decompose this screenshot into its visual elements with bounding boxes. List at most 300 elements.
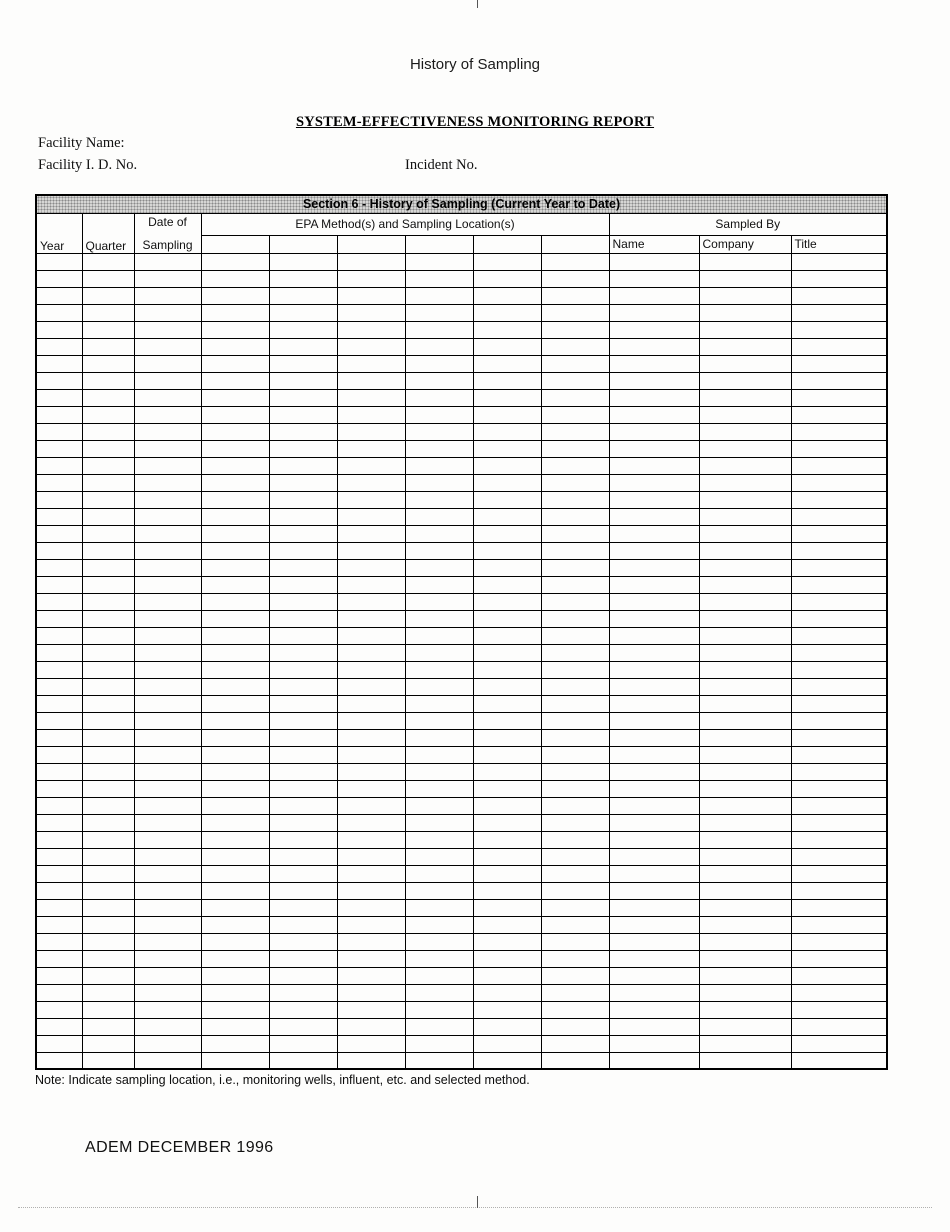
epa-subcolumn — [541, 236, 609, 253]
table-cell — [699, 321, 791, 338]
table-cell — [699, 712, 791, 729]
table-cell — [541, 627, 609, 644]
table-cell — [699, 1052, 791, 1069]
col-header-name: Name — [609, 236, 699, 253]
table-cell — [699, 661, 791, 678]
table-cell — [473, 899, 541, 916]
table-cell — [541, 389, 609, 406]
table-cell — [541, 678, 609, 695]
col-group-sampled-by: Sampled By — [609, 213, 887, 236]
table-cell — [609, 287, 699, 304]
table-cell — [201, 967, 269, 984]
table-cell — [609, 1035, 699, 1052]
table-cell — [609, 848, 699, 865]
col-header-quarter: Quarter — [82, 213, 134, 253]
table-cell — [201, 610, 269, 627]
col-header-year: Year — [36, 213, 82, 253]
table-cell — [134, 627, 201, 644]
table-cell — [699, 440, 791, 457]
table-cell — [269, 389, 337, 406]
table-cell — [269, 304, 337, 321]
table-cell — [269, 678, 337, 695]
table-cell — [699, 304, 791, 321]
table-cell — [699, 1001, 791, 1018]
table-cell — [337, 1018, 405, 1035]
table-cell — [699, 899, 791, 916]
table-cell — [405, 440, 473, 457]
epa-subcolumn — [405, 236, 473, 253]
table-cell — [699, 287, 791, 304]
table-cell — [82, 253, 134, 270]
table-cell — [82, 763, 134, 780]
table-cell — [269, 559, 337, 576]
table-cell — [82, 729, 134, 746]
table-cell — [337, 287, 405, 304]
table-cell — [134, 865, 201, 882]
table-cell — [473, 661, 541, 678]
table-cell — [609, 406, 699, 423]
table-cell — [337, 338, 405, 355]
table-cell — [405, 508, 473, 525]
table-cell — [699, 576, 791, 593]
table-cell — [337, 610, 405, 627]
table-cell — [541, 984, 609, 1001]
table-cell — [82, 304, 134, 321]
table-cell — [473, 644, 541, 661]
scan-artifact-dotted-line — [18, 1207, 932, 1208]
table-cell — [609, 933, 699, 950]
table-cell — [134, 848, 201, 865]
table-row — [36, 814, 887, 831]
table-cell — [337, 644, 405, 661]
table-cell — [134, 797, 201, 814]
table-cell — [541, 355, 609, 372]
table-row — [36, 338, 887, 355]
table-cell — [36, 950, 82, 967]
table-cell — [337, 389, 405, 406]
table-cell — [201, 780, 269, 797]
table-cell — [699, 1035, 791, 1052]
table-cell — [201, 729, 269, 746]
table-row — [36, 559, 887, 576]
table-row — [36, 899, 887, 916]
table-cell — [269, 372, 337, 389]
table-cell — [473, 491, 541, 508]
table-cell — [405, 865, 473, 882]
table-cell — [36, 389, 82, 406]
table-cell — [82, 1052, 134, 1069]
table-cell — [541, 1035, 609, 1052]
table-cell — [337, 321, 405, 338]
table-cell — [541, 899, 609, 916]
table-cell — [337, 542, 405, 559]
table-note: Note: Indicate sampling location, i.e., monitoring wells, influent, etc. and selected method. — [35, 1073, 530, 1087]
table-cell — [791, 1018, 887, 1035]
table-cell — [699, 831, 791, 848]
table-cell — [609, 780, 699, 797]
table-cell — [134, 882, 201, 899]
table-cell — [269, 848, 337, 865]
table-cell — [791, 321, 887, 338]
table-row — [36, 355, 887, 372]
table-cell — [134, 321, 201, 338]
table-cell — [134, 559, 201, 576]
table-row — [36, 372, 887, 389]
table-cell — [36, 746, 82, 763]
table-cell — [791, 933, 887, 950]
table-row — [36, 848, 887, 865]
table-cell — [269, 644, 337, 661]
table-cell — [473, 270, 541, 287]
table-cell — [201, 372, 269, 389]
table-cell — [473, 287, 541, 304]
table-cell — [201, 797, 269, 814]
table-cell — [541, 848, 609, 865]
table-cell — [405, 389, 473, 406]
table-cell — [541, 814, 609, 831]
table-row — [36, 933, 887, 950]
table-cell — [473, 797, 541, 814]
table-cell — [791, 593, 887, 610]
table-cell — [337, 967, 405, 984]
table-cell — [473, 508, 541, 525]
table-cell — [134, 253, 201, 270]
table-cell — [201, 1018, 269, 1035]
table-cell — [541, 933, 609, 950]
date-of-sampling-stack — [138, 214, 198, 253]
table-cell — [337, 661, 405, 678]
table-cell — [405, 525, 473, 542]
table-cell — [337, 712, 405, 729]
table-cell — [269, 797, 337, 814]
table-row — [36, 916, 887, 933]
table-cell — [791, 474, 887, 491]
table-cell — [269, 814, 337, 831]
table-cell — [791, 746, 887, 763]
table-row — [36, 1001, 887, 1018]
table-cell — [609, 542, 699, 559]
table-cell — [791, 627, 887, 644]
table-cell — [134, 474, 201, 491]
table-cell — [699, 542, 791, 559]
table-body — [36, 253, 887, 1069]
table-cell — [791, 797, 887, 814]
table-cell — [405, 491, 473, 508]
table-row — [36, 508, 887, 525]
table-cell — [269, 729, 337, 746]
table-cell — [269, 440, 337, 457]
table-cell — [609, 423, 699, 440]
table-cell — [82, 644, 134, 661]
table-cell — [541, 525, 609, 542]
table-cell — [269, 627, 337, 644]
table-cell — [269, 593, 337, 610]
table-cell — [82, 984, 134, 1001]
table-cell — [82, 525, 134, 542]
table-cell — [337, 440, 405, 457]
table-cell — [405, 355, 473, 372]
table-cell — [541, 474, 609, 491]
table-cell — [699, 933, 791, 950]
scan-artifact-top-tick — [477, 0, 478, 8]
table-cell — [134, 695, 201, 712]
table-cell — [337, 780, 405, 797]
table-cell — [791, 695, 887, 712]
table-cell — [405, 695, 473, 712]
table-cell — [699, 695, 791, 712]
table-cell — [82, 814, 134, 831]
table-cell — [134, 287, 201, 304]
table-cell — [473, 916, 541, 933]
table-cell — [201, 899, 269, 916]
table-cell — [201, 593, 269, 610]
table-cell — [699, 865, 791, 882]
table-cell — [201, 389, 269, 406]
table-cell — [134, 406, 201, 423]
table-cell — [609, 678, 699, 695]
table-cell — [134, 746, 201, 763]
table-cell — [82, 491, 134, 508]
table-row — [36, 389, 887, 406]
table-cell — [609, 559, 699, 576]
table-row — [36, 763, 887, 780]
page-title: History of Sampling — [409, 56, 541, 73]
table-cell — [82, 1001, 134, 1018]
table-cell — [609, 457, 699, 474]
table-cell — [791, 406, 887, 423]
table-cell — [699, 525, 791, 542]
table-cell — [269, 746, 337, 763]
table-cell — [541, 797, 609, 814]
table-cell — [269, 661, 337, 678]
table-cell — [473, 610, 541, 627]
table-cell — [541, 559, 609, 576]
table-cell — [36, 372, 82, 389]
table-cell — [791, 525, 887, 542]
table-cell — [134, 508, 201, 525]
table-cell — [337, 763, 405, 780]
table-cell — [473, 712, 541, 729]
scan-artifact-bottom-tick — [477, 1196, 478, 1208]
table-cell — [36, 831, 82, 848]
table-cell — [269, 882, 337, 899]
table-row — [36, 661, 887, 678]
table-row — [36, 1052, 887, 1069]
table-cell — [337, 525, 405, 542]
table-cell — [337, 678, 405, 695]
table-cell — [699, 644, 791, 661]
table-cell — [791, 814, 887, 831]
table-cell — [134, 355, 201, 372]
table-cell — [134, 423, 201, 440]
table-cell — [609, 967, 699, 984]
table-row — [36, 253, 887, 270]
table-cell — [541, 270, 609, 287]
table-cell — [82, 661, 134, 678]
table-cell — [473, 831, 541, 848]
table-cell — [473, 355, 541, 372]
table-cell — [699, 984, 791, 1001]
table-cell — [473, 406, 541, 423]
table-cell — [609, 253, 699, 270]
table-cell — [791, 831, 887, 848]
table-cell — [405, 661, 473, 678]
table-cell — [201, 746, 269, 763]
table-cell — [269, 338, 337, 355]
table-cell — [791, 270, 887, 287]
table-cell — [541, 661, 609, 678]
table-cell — [473, 423, 541, 440]
table-cell — [36, 780, 82, 797]
table-cell — [791, 678, 887, 695]
table-cell — [609, 610, 699, 627]
table-cell — [699, 406, 791, 423]
table-cell — [541, 423, 609, 440]
table-cell — [405, 457, 473, 474]
table-cell — [134, 644, 201, 661]
table-cell — [82, 1035, 134, 1052]
table-cell — [541, 865, 609, 882]
table-cell — [36, 270, 82, 287]
table-cell — [36, 933, 82, 950]
table-cell — [269, 865, 337, 882]
table-cell — [609, 984, 699, 1001]
table-cell — [201, 627, 269, 644]
table-cell — [405, 610, 473, 627]
table-cell — [791, 763, 887, 780]
table-cell — [699, 474, 791, 491]
table-cell — [82, 916, 134, 933]
table-cell — [473, 933, 541, 950]
table-cell — [337, 1035, 405, 1052]
table-cell — [473, 1052, 541, 1069]
table-cell — [609, 304, 699, 321]
table-cell — [791, 355, 887, 372]
table-cell — [201, 270, 269, 287]
table-cell — [201, 287, 269, 304]
table-cell — [337, 695, 405, 712]
table-cell — [699, 746, 791, 763]
table-cell — [541, 304, 609, 321]
table-cell — [134, 831, 201, 848]
table-cell — [201, 950, 269, 967]
table-cell — [36, 661, 82, 678]
table-cell — [201, 406, 269, 423]
table-cell — [699, 389, 791, 406]
table-cell — [36, 406, 82, 423]
table-cell — [201, 661, 269, 678]
table-cell — [473, 1001, 541, 1018]
table-cell — [473, 984, 541, 1001]
epa-subcolumn — [269, 236, 337, 253]
table-cell — [36, 848, 82, 865]
table-cell — [405, 729, 473, 746]
table-cell — [36, 695, 82, 712]
table-cell — [609, 440, 699, 457]
table-cell — [699, 253, 791, 270]
table-cell — [36, 440, 82, 457]
table-cell — [699, 627, 791, 644]
table-cell — [337, 576, 405, 593]
table-cell — [405, 559, 473, 576]
table-cell — [82, 695, 134, 712]
table-cell — [699, 763, 791, 780]
table-cell — [201, 712, 269, 729]
table-cell — [201, 525, 269, 542]
table-cell — [134, 372, 201, 389]
table-cell — [82, 678, 134, 695]
table-cell — [36, 253, 82, 270]
table-cell — [36, 899, 82, 916]
table-cell — [791, 848, 887, 865]
table-cell — [405, 1001, 473, 1018]
table-cell — [609, 491, 699, 508]
table-cell — [609, 882, 699, 899]
col-header-company: Company — [699, 236, 791, 253]
table-cell — [405, 1035, 473, 1052]
table-cell — [609, 474, 699, 491]
table-cell — [473, 814, 541, 831]
table-cell — [473, 542, 541, 559]
table-cell — [134, 1018, 201, 1035]
table-cell — [82, 593, 134, 610]
table-cell — [473, 1035, 541, 1052]
table-cell — [405, 814, 473, 831]
table-cell — [36, 797, 82, 814]
table-cell — [699, 967, 791, 984]
table-cell — [699, 678, 791, 695]
table-cell — [609, 576, 699, 593]
facility-name-label: Facility Name: — [38, 135, 125, 151]
table-cell — [82, 1018, 134, 1035]
table-cell — [201, 1001, 269, 1018]
table-cell — [791, 1001, 887, 1018]
section-header: Section 6 - History of Sampling (Current Year to Date) — [36, 195, 887, 213]
table-cell — [269, 1052, 337, 1069]
table-cell — [269, 610, 337, 627]
table-cell — [541, 1018, 609, 1035]
table-cell — [699, 508, 791, 525]
table-cell — [405, 746, 473, 763]
table-row — [36, 1035, 887, 1052]
table-cell — [405, 406, 473, 423]
table-cell — [134, 338, 201, 355]
table-row — [36, 287, 887, 304]
table-cell — [82, 389, 134, 406]
table-cell — [269, 542, 337, 559]
table-cell — [134, 712, 201, 729]
table-cell — [699, 950, 791, 967]
table-cell — [201, 423, 269, 440]
table-cell — [337, 508, 405, 525]
table-cell — [201, 984, 269, 1001]
table-cell — [473, 746, 541, 763]
footer-text: ADEM DECEMBER 1996 — [85, 1139, 274, 1156]
table-cell — [82, 865, 134, 882]
table-cell — [36, 627, 82, 644]
table-cell — [337, 729, 405, 746]
col-header-title: Title — [791, 236, 887, 253]
table-cell — [791, 253, 887, 270]
table-cell — [82, 576, 134, 593]
table-cell — [609, 831, 699, 848]
table-cell — [269, 967, 337, 984]
table-cell — [134, 661, 201, 678]
table-cell — [473, 457, 541, 474]
table-cell — [405, 474, 473, 491]
table-cell — [201, 814, 269, 831]
table-cell — [201, 1035, 269, 1052]
